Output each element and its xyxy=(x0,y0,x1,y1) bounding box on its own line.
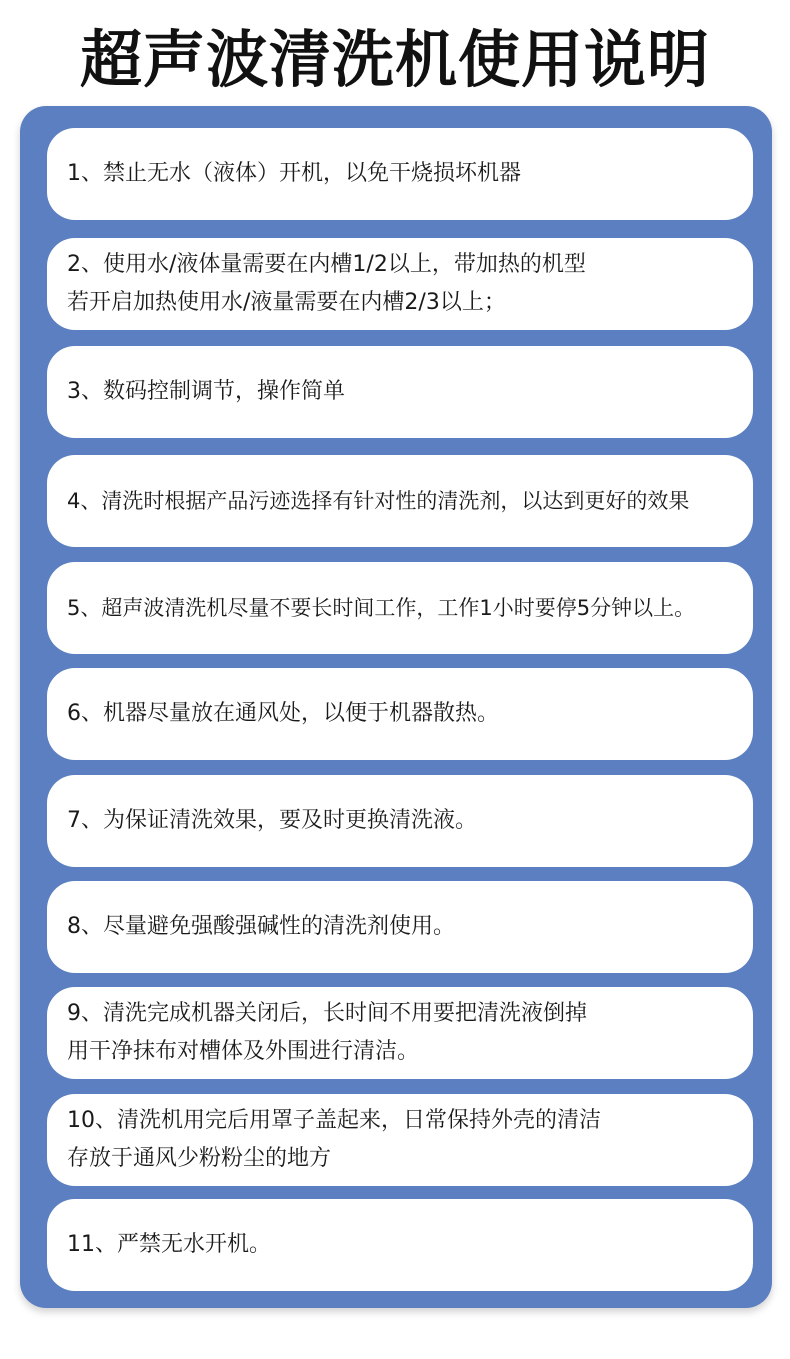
instruction-item-10 xyxy=(47,1094,753,1186)
instruction-text: 5、超声波清洗机尽量不要长时间工作，工作1小时要停5分钟以上。 xyxy=(67,596,696,620)
instruction-text: 2、使用水/液体量需要在内槽1/2以上，带加热的机型 若开启加热使用水/液量需要在内槽2/3以上； xyxy=(67,252,586,315)
instruction-item-4 xyxy=(47,455,753,547)
page-title: 超声波清洗机使用说明 xyxy=(79,23,710,96)
instruction-text: 4、清洗时根据产品污迹选择有针对性的清洗剂，以达到更好的效果 xyxy=(67,489,690,513)
instruction-item-9 xyxy=(47,987,753,1079)
instruction-item-6 xyxy=(47,668,753,760)
instruction-item-1 xyxy=(47,128,753,220)
instruction-text: 10、清洗机用完后用罩子盖起来，日常保持外壳的清洁 存放于通风少粉粉尘的地方 xyxy=(67,1108,601,1171)
instruction-item-3 xyxy=(47,346,753,438)
instruction-item-11 xyxy=(47,1199,753,1291)
instruction-text: 9、清洗完成机器关闭后，长时间不用要把清洗液倒掉 用干净抹布对槽体及外围进行清洁。 xyxy=(67,1001,587,1064)
instruction-text: 7、为保证清洗效果，要及时更换清洗液。 xyxy=(67,808,477,833)
instruction-text: 11、严禁无水开机。 xyxy=(67,1232,271,1257)
instruction-text: 6、机器尽量放在通风处，以便于机器散热。 xyxy=(67,701,499,726)
instruction-item-2 xyxy=(47,238,753,330)
instruction-text: 8、尽量避免强酸强碱性的清洗剂使用。 xyxy=(67,914,455,939)
instruction-item-7 xyxy=(47,775,753,867)
instruction-text: 1、禁止无水（液体）开机，以免干烧损坏机器 xyxy=(67,161,521,186)
instruction-item-5 xyxy=(47,562,753,654)
instruction-text: 3、数码控制调节，操作简单 xyxy=(67,379,345,404)
instruction-item-8 xyxy=(47,881,753,973)
